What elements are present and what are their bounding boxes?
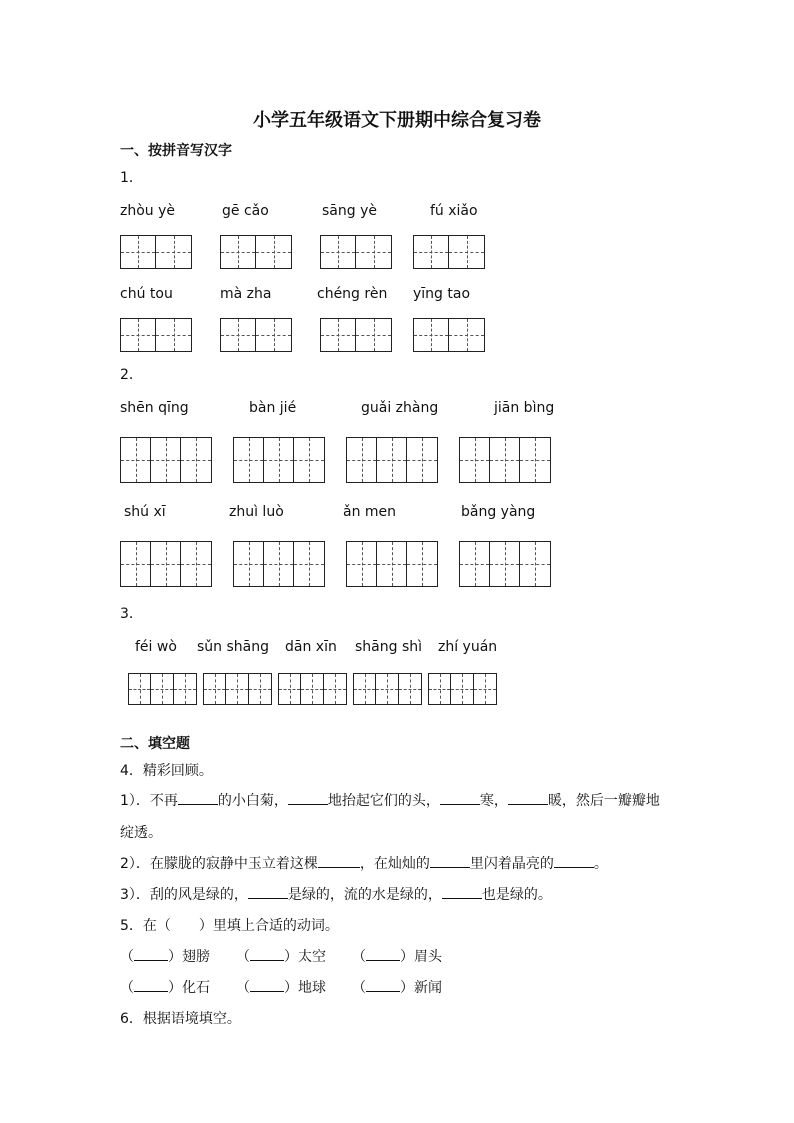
text: 化石 — [182, 980, 210, 996]
writing-grid[interactable] — [346, 437, 438, 483]
pinyin-label: fú xiǎo — [430, 203, 478, 219]
question-4-line-1 — [120, 790, 660, 810]
pinyin-label: zhí yuán — [438, 639, 498, 655]
writing-grid[interactable] — [320, 235, 392, 269]
answer-blank[interactable] — [554, 854, 594, 868]
answer-blank[interactable] — [442, 885, 482, 899]
text: 地球 — [298, 980, 326, 996]
writing-grid[interactable] — [120, 541, 212, 587]
text: 地抬起它们的头， — [327, 793, 440, 809]
text: 2）．在朦胧的寂静中玉立着这棵 — [120, 856, 318, 872]
writing-grid[interactable] — [346, 541, 438, 587]
text: 也是绿的。 — [481, 887, 552, 903]
pinyin-label: chéng rèn — [317, 286, 388, 302]
pinyin-label: bàn jié — [249, 400, 297, 416]
pinyin-label: zhuì luò — [229, 504, 284, 520]
answer-blank[interactable] — [250, 947, 284, 961]
writing-grid[interactable] — [233, 437, 325, 483]
answer-blank[interactable] — [134, 947, 168, 961]
writing-grid[interactable] — [120, 437, 212, 483]
pinyin-label: shú xī — [124, 504, 166, 520]
pinyin-label: gē cǎo — [222, 203, 269, 219]
pinyin-label: dān xīn — [285, 639, 337, 655]
text: 翅膀 — [182, 949, 210, 965]
question-number-2: 2． — [120, 367, 143, 383]
question-4-line-3 — [120, 884, 552, 904]
text: 3）．刮的风是绿的， — [120, 887, 248, 903]
writing-grid[interactable] — [233, 541, 325, 587]
text: 太空 — [298, 949, 326, 965]
writing-grid[interactable] — [320, 318, 392, 352]
question-5-row-2: （ ）化石 （ ）地球 （ ）新闻 — [120, 980, 442, 996]
answer-blank[interactable] — [366, 978, 400, 992]
writing-grid[interactable] — [413, 235, 485, 269]
question-number-1: 1． — [120, 170, 143, 186]
text: ，在灿灿的 — [359, 856, 430, 872]
question-5-row-1: （ ）翅膀 （ ）太空 （ ）眉头 — [120, 949, 442, 965]
section-heading-pinyin: 一、按拼音写汉字 — [120, 143, 232, 159]
writing-grid[interactable] — [120, 235, 192, 269]
answer-blank[interactable] — [178, 791, 218, 805]
text: 暖，然后一瓣瓣地 — [547, 793, 660, 809]
question-5-title: 5．在（ ）里填上合适的动词。 — [120, 918, 339, 934]
answer-blank[interactable] — [508, 791, 548, 805]
answer-blank[interactable] — [248, 885, 288, 899]
answer-blank[interactable] — [366, 947, 400, 961]
question-6-title: 6．根据语境填空。 — [120, 1011, 241, 1027]
text: 。 — [593, 856, 608, 872]
answer-blank[interactable] — [134, 978, 168, 992]
pinyin-label: shēn qīng — [120, 400, 189, 416]
pinyin-label: jiān bìng — [494, 400, 555, 416]
writing-grid[interactable] — [220, 235, 292, 269]
answer-blank[interactable] — [318, 854, 360, 868]
pinyin-label: guǎi zhàng — [361, 400, 439, 416]
pinyin-label: yīng tao — [413, 286, 471, 302]
pinyin-label: ǎn men — [343, 504, 397, 520]
text: 新闻 — [414, 980, 442, 996]
question-4-line-1-cont: 绽透。 — [120, 825, 162, 841]
writing-grid[interactable] — [459, 541, 551, 587]
writing-grid[interactable] — [428, 673, 497, 705]
pinyin-label: féi wò — [135, 639, 177, 655]
writing-grid[interactable] — [353, 673, 422, 705]
text: 里闪着晶亮的 — [469, 856, 554, 872]
answer-blank[interactable] — [430, 854, 470, 868]
pinyin-label: shāng shì — [355, 639, 423, 655]
writing-grid[interactable] — [128, 673, 197, 705]
text: 寒， — [479, 793, 508, 809]
text: 1）．不再 — [120, 793, 178, 809]
writing-grid[interactable] — [413, 318, 485, 352]
pinyin-label: sāng yè — [322, 203, 377, 219]
writing-grid[interactable] — [278, 673, 347, 705]
question-4-line-2 — [120, 853, 608, 873]
writing-grid[interactable] — [459, 437, 551, 483]
pinyin-label: zhòu yè — [120, 203, 176, 219]
text: 是绿的，流的水是绿的， — [287, 887, 442, 903]
question-number-3: 3． — [120, 606, 143, 622]
page-title: 小学五年级语文下册期中综合复习卷 — [253, 110, 541, 131]
section-heading-fill-blank: 二、填空题 — [120, 736, 190, 752]
pinyin-label: bǎng yàng — [461, 504, 536, 520]
answer-blank[interactable] — [440, 791, 480, 805]
answer-blank[interactable] — [288, 791, 328, 805]
question-4-title: 4．精彩回顾。 — [120, 763, 213, 779]
pinyin-label: mà zha — [220, 286, 272, 302]
writing-grid[interactable] — [120, 318, 192, 352]
writing-grid[interactable] — [220, 318, 292, 352]
answer-blank[interactable] — [250, 978, 284, 992]
pinyin-label: chú tou — [120, 286, 173, 302]
text: 的小白菊， — [217, 793, 288, 809]
text: 眉头 — [414, 949, 442, 965]
pinyin-label: sǔn shāng — [197, 639, 269, 655]
writing-grid[interactable] — [203, 673, 272, 705]
